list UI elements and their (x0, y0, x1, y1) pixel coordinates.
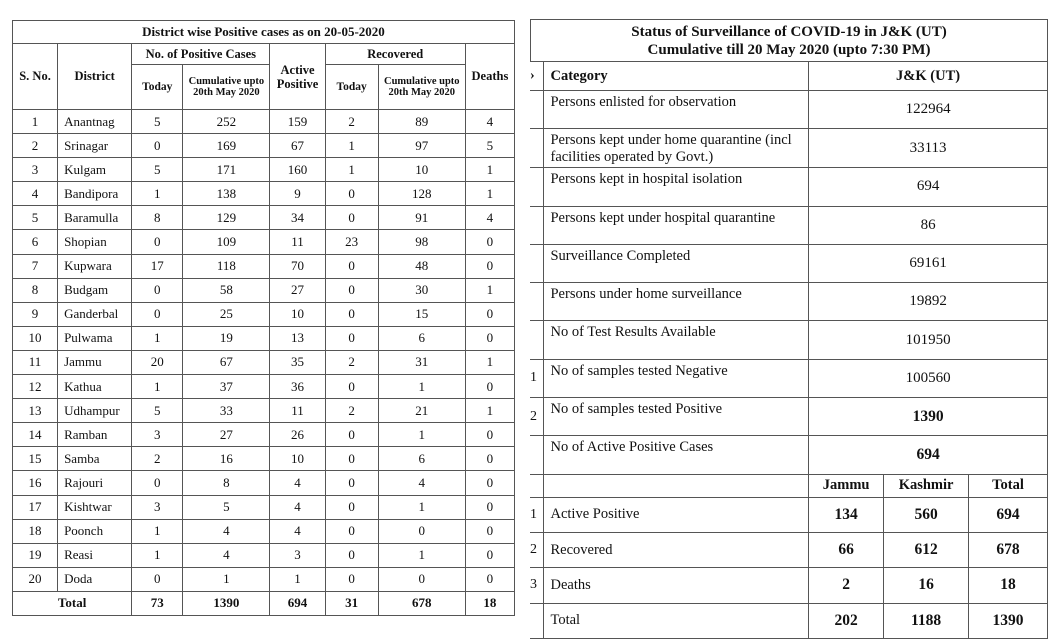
split-row-category: Recovered (544, 532, 809, 567)
cell-deaths: 1 (465, 350, 514, 374)
cell-pos-cum: 252 (183, 110, 270, 134)
table-row (13, 495, 515, 519)
cell-active: 35 (270, 350, 325, 374)
surveillance-title-line2: Cumulative till 20 May 2020 (upto 7:30 PM) (647, 42, 931, 58)
cell-active: 4 (270, 495, 325, 519)
row-value: 86 (809, 206, 1048, 244)
header-positive-today: Today (132, 65, 183, 110)
header-deaths: Deaths (465, 44, 514, 110)
cell-deaths: 1 (465, 278, 514, 302)
cell-rec-cum: 98 (378, 230, 465, 254)
cell-district: Jammu (58, 350, 132, 374)
cell-pos-today: 5 (132, 399, 183, 423)
cell-pos-cum: 16 (183, 447, 270, 471)
cell-district: Srinagar (58, 134, 132, 158)
cell-rec-cum: 6 (378, 447, 465, 471)
cell-deaths: 0 (465, 567, 514, 591)
surveillance-row (530, 168, 1048, 206)
row-category: Persons enlisted for observation (544, 91, 809, 129)
cell-pos-cum: 129 (183, 206, 270, 230)
cell-pos-today: 3 (132, 423, 183, 447)
row-value: 122964 (809, 91, 1048, 129)
cell-rec-today: 0 (325, 495, 378, 519)
table-row (13, 519, 515, 543)
cell-deaths: 1 (465, 399, 514, 423)
surveillance-row (530, 398, 1048, 436)
cell-pos-cum: 109 (183, 230, 270, 254)
cell-deaths: 0 (465, 471, 514, 495)
split-row-jammu: 134 (809, 497, 884, 532)
header-recovered-today: Today (325, 65, 378, 110)
cell-pos-today: 17 (132, 254, 183, 278)
cell-rec-today: 0 (325, 375, 378, 399)
cell-sno: 10 (13, 326, 58, 350)
row-sn (530, 321, 544, 359)
cell-pos-today: 1 (132, 375, 183, 399)
cell-rec-today: 0 (325, 302, 378, 326)
cell-active: 10 (270, 447, 325, 471)
row-value: 694 (809, 168, 1048, 206)
cell-rec-today: 0 (325, 206, 378, 230)
cell-rec-cum: 128 (378, 182, 465, 206)
cell-district: Doda (58, 567, 132, 591)
cell-pos-cum: 25 (183, 302, 270, 326)
surveillance-row (530, 436, 1048, 474)
total-positive-today: 73 (132, 591, 183, 615)
cell-sno: 8 (13, 278, 58, 302)
cell-active: 67 (270, 134, 325, 158)
table-row (13, 350, 515, 374)
cell-pos-today: 1 (132, 182, 183, 206)
cell-deaths: 0 (465, 423, 514, 447)
cell-deaths: 0 (465, 447, 514, 471)
row-category: No of samples tested Positive (544, 398, 809, 436)
cell-rec-today: 2 (325, 350, 378, 374)
cell-sno: 1 (13, 110, 58, 134)
cell-deaths: 0 (465, 519, 514, 543)
cell-rec-today: 0 (325, 423, 378, 447)
header-active: Active Positive (270, 44, 325, 110)
table-row (13, 399, 515, 423)
table-row (13, 423, 515, 447)
cell-district: Bandipora (58, 182, 132, 206)
row-value: 694 (809, 436, 1048, 474)
cell-rec-cum: 1 (378, 495, 465, 519)
total-active: 694 (270, 591, 325, 615)
cell-active: 70 (270, 254, 325, 278)
surveillance-header-row (530, 62, 1048, 91)
cell-deaths: 0 (465, 326, 514, 350)
split-header-category (544, 474, 809, 497)
cell-active: 9 (270, 182, 325, 206)
row-category: Persons under home surveillance (544, 283, 809, 321)
header-positive-group: No. of Positive Cases (132, 44, 270, 65)
cell-active: 4 (270, 519, 325, 543)
cell-deaths: 4 (465, 206, 514, 230)
split-row-sn: 1 (530, 497, 544, 532)
cell-deaths: 0 (465, 230, 514, 254)
table-row (13, 182, 515, 206)
cell-rec-today: 0 (325, 278, 378, 302)
total-row-jammu: 202 (809, 603, 884, 638)
cell-pos-today: 0 (132, 567, 183, 591)
cell-deaths: 0 (465, 543, 514, 567)
cell-active: 13 (270, 326, 325, 350)
header-district: District (58, 44, 132, 110)
row-sn: 1 (530, 359, 544, 397)
split-row-kashmir: 16 (884, 568, 969, 603)
district-cases-table (12, 20, 515, 616)
surveillance-row (530, 91, 1048, 129)
cell-rec-cum: 15 (378, 302, 465, 326)
header-sno: S. No. (13, 44, 58, 110)
row-sn (530, 283, 544, 321)
row-category: Persons kept in hospital isolation (544, 168, 809, 206)
cell-rec-cum: 1 (378, 375, 465, 399)
cell-pos-today: 1 (132, 519, 183, 543)
cell-active: 4 (270, 471, 325, 495)
table-row (13, 543, 515, 567)
cell-district: Udhampur (58, 399, 132, 423)
table-row (13, 206, 515, 230)
cell-pos-cum: 33 (183, 399, 270, 423)
table-row (13, 447, 515, 471)
cell-pos-today: 5 (132, 110, 183, 134)
row-sn (530, 129, 544, 168)
row-category: Persons kept under hospital quarantine (544, 206, 809, 244)
table-row (13, 326, 515, 350)
region-split-row (530, 532, 1048, 567)
split-row-sn: 2 (530, 532, 544, 567)
cell-rec-today: 0 (325, 447, 378, 471)
cell-pos-cum: 5 (183, 495, 270, 519)
table-row (13, 278, 515, 302)
split-row-jammu: 2 (809, 568, 884, 603)
total-recovered-today: 31 (325, 591, 378, 615)
cell-deaths: 0 (465, 254, 514, 278)
cell-district: Samba (58, 447, 132, 471)
cell-rec-cum: 1 (378, 543, 465, 567)
district-table-title: District wise Positive cases as on 20-05-2020 (13, 21, 515, 44)
total-positive-cumulative: 1390 (183, 591, 270, 615)
split-row-total: 678 (969, 532, 1048, 567)
region-split-row (530, 497, 1048, 532)
surveillance-row (530, 244, 1048, 282)
surveillance-row (530, 129, 1048, 168)
cell-district: Kathua (58, 375, 132, 399)
row-category: No of Test Results Available (544, 321, 809, 359)
cell-district: Anantnag (58, 110, 132, 134)
cell-rec-cum: 0 (378, 519, 465, 543)
cell-sno: 6 (13, 230, 58, 254)
cell-rec-today: 0 (325, 326, 378, 350)
cell-rec-cum: 97 (378, 134, 465, 158)
cell-sno: 20 (13, 567, 58, 591)
cell-active: 160 (270, 158, 325, 182)
split-row-jammu: 66 (809, 532, 884, 567)
cell-rec-today: 2 (325, 110, 378, 134)
surveillance-title-line1: Status of Surveillance of COVID-19 in J&K (UT) (631, 24, 947, 40)
cell-rec-cum: 31 (378, 350, 465, 374)
cell-rec-cum: 10 (378, 158, 465, 182)
cell-district: Rajouri (58, 471, 132, 495)
cell-pos-cum: 8 (183, 471, 270, 495)
cell-pos-today: 8 (132, 206, 183, 230)
cell-pos-cum: 4 (183, 519, 270, 543)
cell-rec-today: 1 (325, 134, 378, 158)
cell-district: Kishtwar (58, 495, 132, 519)
cell-deaths: 1 (465, 182, 514, 206)
cell-rec-today: 0 (325, 519, 378, 543)
cell-sno: 19 (13, 543, 58, 567)
split-row-total: 694 (969, 497, 1048, 532)
cell-pos-cum: 138 (183, 182, 270, 206)
header-total: Total (969, 474, 1048, 497)
cell-rec-cum: 1 (378, 423, 465, 447)
row-sn (530, 168, 544, 206)
cell-active: 159 (270, 110, 325, 134)
cell-district: Budgam (58, 278, 132, 302)
cell-sno: 4 (13, 182, 58, 206)
split-row-category: Deaths (544, 568, 809, 603)
cell-sno: 12 (13, 375, 58, 399)
split-row-total: 18 (969, 568, 1048, 603)
table-row (13, 158, 515, 182)
surveillance-row (530, 321, 1048, 359)
cell-rec-cum: 30 (378, 278, 465, 302)
cell-pos-cum: 37 (183, 375, 270, 399)
row-value: 100560 (809, 359, 1048, 397)
cell-sno: 14 (13, 423, 58, 447)
cell-sno: 17 (13, 495, 58, 519)
cell-district: Ganderbal (58, 302, 132, 326)
cell-pos-cum: 19 (183, 326, 270, 350)
cell-district: Poonch (58, 519, 132, 543)
header-positive-cumulative: Cumulative upto 20th May 2020 (183, 65, 270, 110)
cell-rec-cum: 48 (378, 254, 465, 278)
cell-deaths: 4 (465, 110, 514, 134)
cell-pos-today: 0 (132, 230, 183, 254)
cell-active: 34 (270, 206, 325, 230)
header-recovered-cumulative: Cumulative upto 20th May 2020 (378, 65, 465, 110)
cell-pos-cum: 67 (183, 350, 270, 374)
row-value: 101950 (809, 321, 1048, 359)
table-row (13, 567, 515, 591)
split-row-sn: 3 (530, 568, 544, 603)
district-total-row (13, 591, 515, 615)
region-split-row (530, 568, 1048, 603)
cell-district: Kupwara (58, 254, 132, 278)
cell-rec-cum: 6 (378, 326, 465, 350)
row-sn (530, 244, 544, 282)
cell-rec-cum: 4 (378, 471, 465, 495)
cell-pos-cum: 118 (183, 254, 270, 278)
cell-pos-cum: 1 (183, 567, 270, 591)
cell-pos-cum: 169 (183, 134, 270, 158)
cell-district: Kulgam (58, 158, 132, 182)
table-row (13, 471, 515, 495)
cell-rec-today: 0 (325, 182, 378, 206)
cell-district: Baramulla (58, 206, 132, 230)
table-row (13, 230, 515, 254)
table-row (13, 254, 515, 278)
cell-sno: 11 (13, 350, 58, 374)
row-sn (530, 91, 544, 129)
cell-pos-cum: 58 (183, 278, 270, 302)
cell-district: Shopian (58, 230, 132, 254)
cell-active: 26 (270, 423, 325, 447)
row-value: 1390 (809, 398, 1048, 436)
cell-rec-cum: 0 (378, 567, 465, 591)
cell-sno: 13 (13, 399, 58, 423)
surveillance-row (530, 359, 1048, 397)
cell-rec-today: 0 (325, 254, 378, 278)
cell-deaths: 0 (465, 302, 514, 326)
header-jammu: Jammu (809, 474, 884, 497)
surveillance-title (530, 19, 1048, 61)
cell-district: Pulwama (58, 326, 132, 350)
split-row-kashmir: 612 (884, 532, 969, 567)
cell-pos-today: 3 (132, 495, 183, 519)
total-row-kashmir: 1188 (884, 603, 969, 638)
cell-deaths: 0 (465, 375, 514, 399)
cell-rec-cum: 21 (378, 399, 465, 423)
total-row-category: Total (544, 603, 809, 638)
total-deaths: 18 (465, 591, 514, 615)
row-category: Persons kept under home quarantine (incl facilities operated by Govt.) (544, 129, 809, 168)
cell-district: Ramban (58, 423, 132, 447)
region-split-header-row (530, 474, 1048, 497)
cell-district: Reasi (58, 543, 132, 567)
table-row (13, 110, 515, 134)
header-category: Category (544, 62, 809, 91)
cell-active: 11 (270, 230, 325, 254)
row-value: 19892 (809, 283, 1048, 321)
row-sn: 2 (530, 398, 544, 436)
cell-sno: 18 (13, 519, 58, 543)
cell-pos-today: 1 (132, 543, 183, 567)
table-row (13, 134, 515, 158)
split-header-sn (530, 474, 544, 497)
cell-pos-today: 1 (132, 326, 183, 350)
region-total-row (530, 603, 1048, 638)
row-sn (530, 436, 544, 474)
header-sn: › (530, 62, 544, 91)
total-row-total: 1390 (969, 603, 1048, 638)
total-label: Total (13, 591, 132, 615)
header-kashmir: Kashmir (884, 474, 969, 497)
surveillance-table (530, 61, 1048, 639)
cell-sno: 15 (13, 447, 58, 471)
header-region: J&K (UT) (809, 62, 1048, 91)
split-row-category: Active Positive (544, 497, 809, 532)
cell-sno: 3 (13, 158, 58, 182)
cell-sno: 5 (13, 206, 58, 230)
cell-rec-today: 0 (325, 471, 378, 495)
cell-pos-today: 0 (132, 302, 183, 326)
cell-active: 11 (270, 399, 325, 423)
cell-pos-cum: 27 (183, 423, 270, 447)
cell-pos-cum: 4 (183, 543, 270, 567)
total-row-sn (530, 603, 544, 638)
cell-pos-today: 20 (132, 350, 183, 374)
cell-rec-today: 23 (325, 230, 378, 254)
cell-active: 36 (270, 375, 325, 399)
cell-sno: 9 (13, 302, 58, 326)
header-recovered-group: Recovered (325, 44, 465, 65)
table-row (13, 375, 515, 399)
cell-pos-today: 0 (132, 278, 183, 302)
cell-active: 10 (270, 302, 325, 326)
cell-rec-cum: 89 (378, 110, 465, 134)
cell-rec-today: 1 (325, 158, 378, 182)
cell-sno: 7 (13, 254, 58, 278)
row-value: 33113 (809, 129, 1048, 168)
cell-active: 1 (270, 567, 325, 591)
cell-active: 3 (270, 543, 325, 567)
table-row (13, 302, 515, 326)
row-value: 69161 (809, 244, 1048, 282)
cell-rec-today: 0 (325, 567, 378, 591)
row-sn (530, 206, 544, 244)
surveillance-row (530, 206, 1048, 244)
cell-pos-today: 0 (132, 471, 183, 495)
cell-deaths: 1 (465, 158, 514, 182)
cell-deaths: 5 (465, 134, 514, 158)
surveillance-row (530, 283, 1048, 321)
cell-pos-today: 5 (132, 158, 183, 182)
row-category: No of samples tested Negative (544, 359, 809, 397)
row-category: No of Active Positive Cases (544, 436, 809, 474)
cell-sno: 16 (13, 471, 58, 495)
surveillance-status-panel (530, 19, 1048, 639)
cell-sno: 2 (13, 134, 58, 158)
cell-pos-cum: 171 (183, 158, 270, 182)
cell-rec-today: 2 (325, 399, 378, 423)
split-row-kashmir: 560 (884, 497, 969, 532)
cell-active: 27 (270, 278, 325, 302)
cell-pos-today: 0 (132, 134, 183, 158)
cell-deaths: 0 (465, 495, 514, 519)
cell-pos-today: 2 (132, 447, 183, 471)
row-category: Surveillance Completed (544, 244, 809, 282)
total-recovered-cumulative: 678 (378, 591, 465, 615)
cell-rec-cum: 91 (378, 206, 465, 230)
cell-rec-today: 0 (325, 543, 378, 567)
